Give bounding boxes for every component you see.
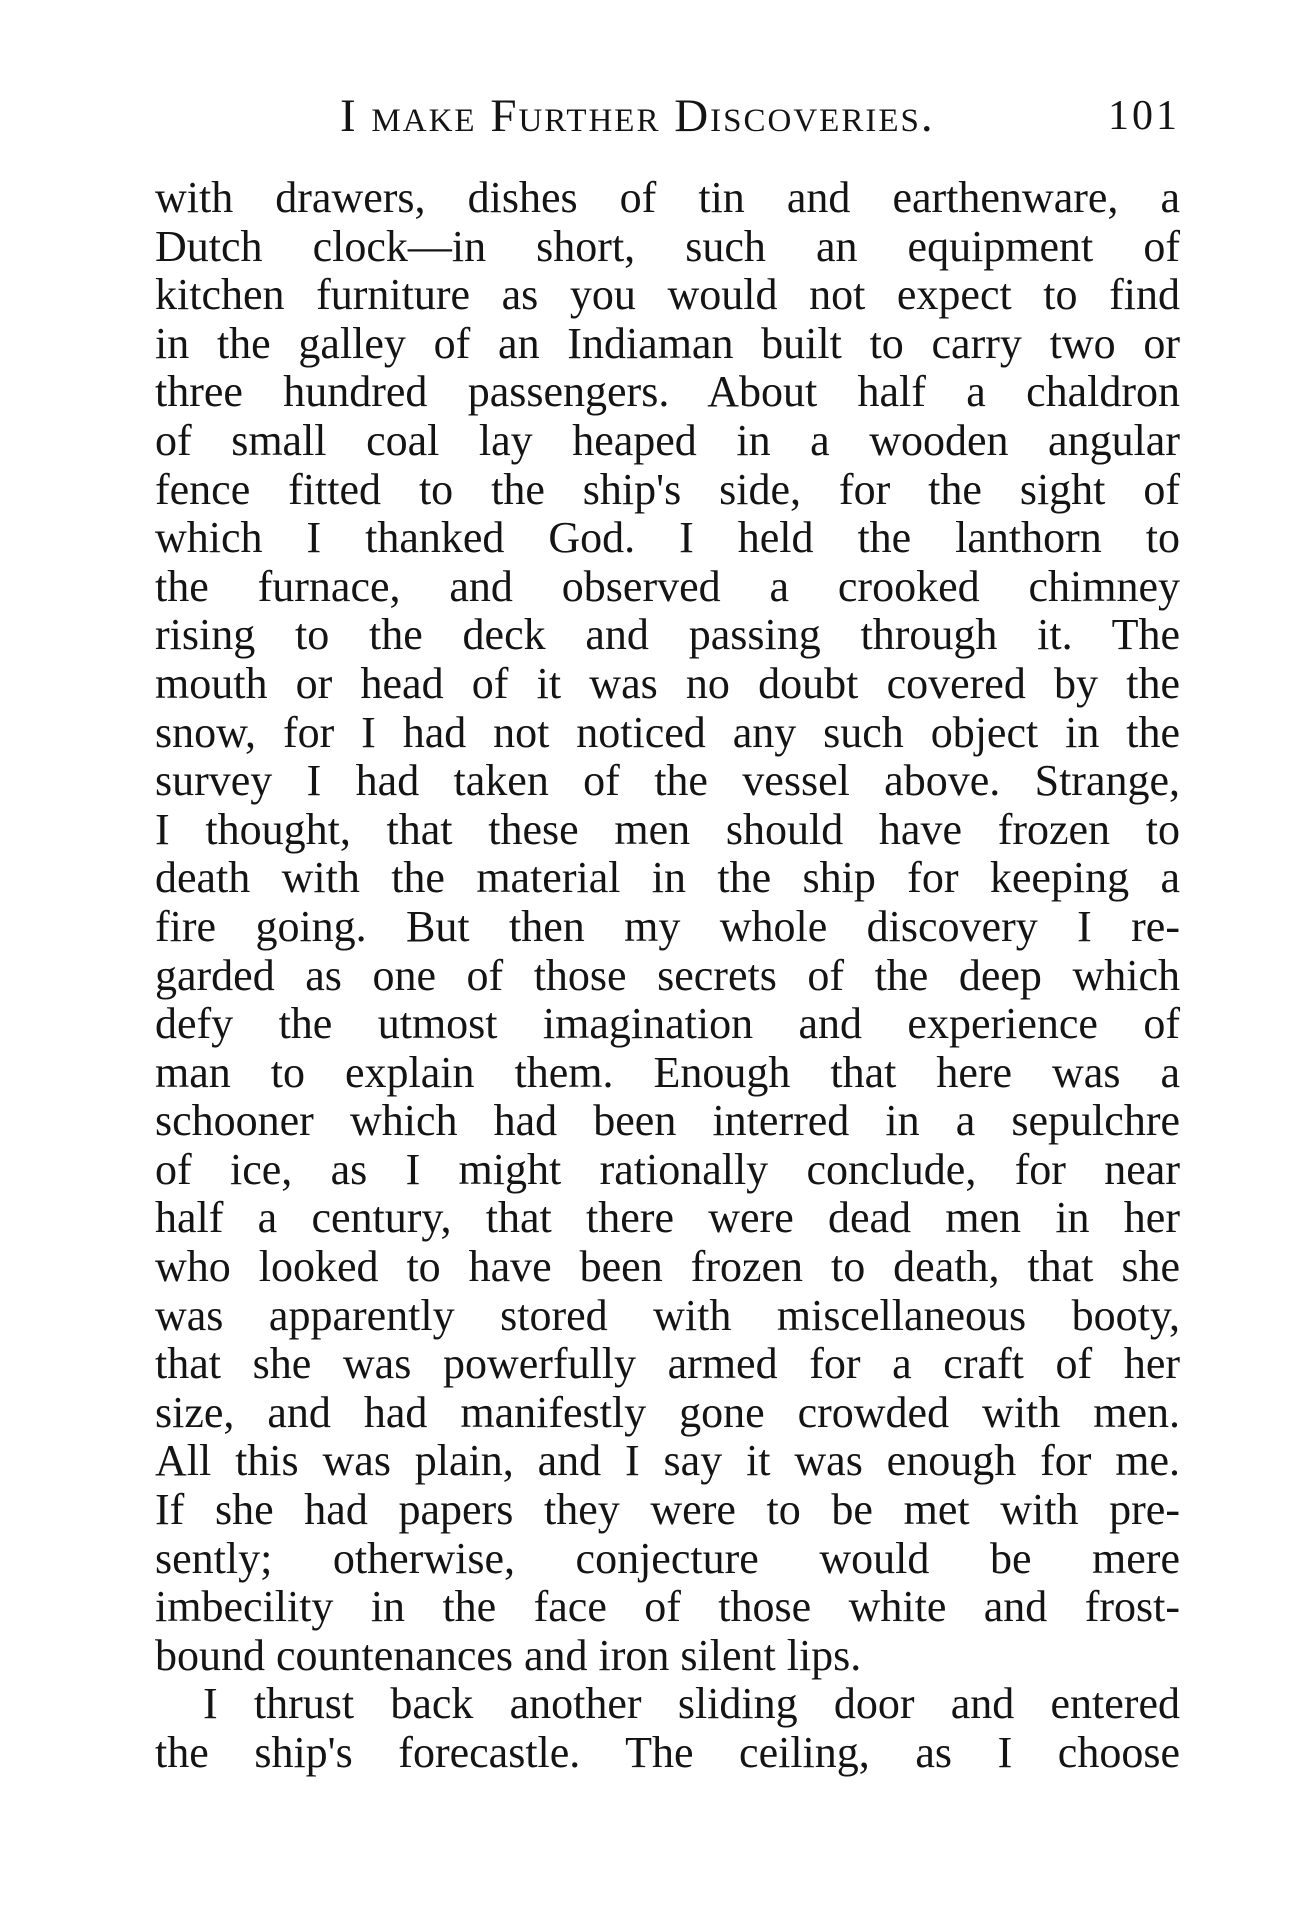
text-line: who looked to have been frozen to death, that she: [155, 1242, 1180, 1292]
text-line: rising to the deck and passing through it. The: [155, 610, 1180, 660]
text-line: fire going. But then my whole discovery I re-: [155, 901, 1180, 951]
text-line: snow, for I had not noticed any such object in the: [155, 707, 1180, 757]
paragraph-start-line: I thrust back another sliding door and entered: [203, 1679, 1180, 1729]
text-line: size, and had manifestly gone crowded with men.: [155, 1387, 1180, 1437]
text-line: half a century, that there were dead men in her: [155, 1193, 1180, 1243]
text-line: mouth or head of it was no doubt covered by the: [155, 658, 1180, 708]
text-line: I thought, that these men should have frozen to: [155, 804, 1180, 854]
text-line: that she was powerfully armed for a craft of her: [155, 1339, 1180, 1389]
text-line: defy the utmost imagination and experience of: [155, 999, 1180, 1049]
running-head: [155, 86, 1180, 146]
text-line: death with the material in the ship for keeping a: [155, 853, 1180, 903]
text-line: kitchen furniture as you would not expect to find: [155, 270, 1180, 320]
chapter-title: I make Further Discoveries.: [340, 90, 935, 142]
text-line: sently; otherwise, conjecture would be mere: [155, 1533, 1180, 1583]
text-line: garded as one of those secrets of the deep which: [155, 950, 1180, 1000]
text-line: fence fitted to the ship's side, for the sight of: [155, 464, 1180, 514]
text-line: All this was plain, and I say it was enough for me.: [155, 1436, 1180, 1486]
text-line: the furnace, and observed a crooked chimney: [155, 561, 1180, 611]
text-line: survey I had taken of the vessel above. Strange,: [155, 756, 1180, 806]
text-line: of ice, as I might rationally conclude, for near: [155, 1144, 1180, 1194]
text-line: schooner which had been interred in a sepulchre: [155, 1096, 1180, 1146]
text-line: was apparently stored with miscellaneous booty,: [155, 1290, 1180, 1340]
text-line: the ship's forecastle. The ceiling, as I choose: [155, 1728, 1180, 1777]
text-line: If she had papers they were to be met with pre-: [155, 1485, 1180, 1535]
page-number: 101: [1108, 93, 1180, 139]
text-line: in the galley of an Indiaman built to carry two or: [155, 318, 1180, 368]
text-line: man to explain them. Enough that here was a: [155, 1047, 1180, 1097]
text-line: with drawers, dishes of tin and earthenware, a: [155, 173, 1180, 222]
text-line: Dutch clock—in short, such an equipment of: [155, 221, 1180, 271]
text-line: imbecility in the face of those white and frost-: [155, 1582, 1180, 1632]
text-line: which I thanked God. I held the lanthorn to: [155, 513, 1180, 563]
paragraph-end-line: bound countenances and iron silent lips.: [155, 1630, 862, 1680]
text-line: of small coal lay heaped in a wooden angular: [155, 415, 1180, 465]
body-text: [155, 174, 1180, 1778]
text-line: three hundred passengers. About half a chaldron: [155, 367, 1180, 417]
